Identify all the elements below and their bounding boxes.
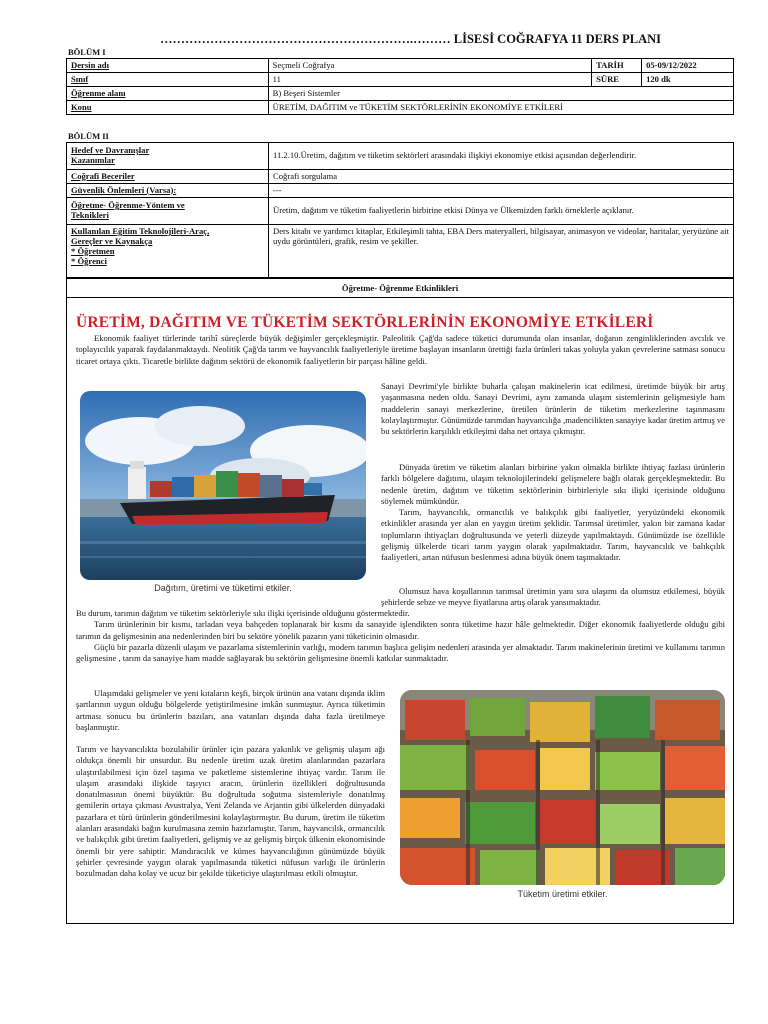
intro-paragraph: Ekonomik faaliyet türlerinde tarihî süreçlerde büyük değişimler gerçekleşmiştir. Paleolitik Çağ'da sadece tüketici durumunda olan insanlar, doğanın zenginliklerinden avcılık ve toplayıcılık yaparak faydalanmaktaydı. Neolitik Çağ'da tarım ve hayvancılık faaliyetleriyle üretime başlayan insanların ürettiği fazla ürünleri takas yoluyla yakın çevrelerine satması sonucu ticaret ortaya çıktı. Ticaretle birlikte dağıtım sektörü de ekonomik faaliyetlerin bir parçası hâline geldi.	[76, 333, 725, 366]
cargo-ship-illustration	[80, 391, 366, 580]
label-class: Sınıf	[67, 73, 269, 87]
vegetable-market-illustration	[400, 690, 725, 885]
value-class: 11	[268, 73, 591, 87]
value-learning-area: B) Beşeri Sistemler	[268, 87, 733, 101]
label-learning-area: Öğrenme alanı	[67, 87, 269, 101]
value-date: 05-09/12/2022	[642, 59, 734, 73]
label-course: Dersin adı	[67, 59, 269, 73]
cargo-ship-image	[80, 391, 366, 580]
weather-paragraph: Olumsuz hava koşullarının tarımsal üretimin yanı sıra ulaşımı da olumsuz etkilemesi, büyük şehirlerde sebze ve meyve fiyatlarına artış olarak yansımaktadır.	[381, 586, 725, 608]
lesson-detail-table	[66, 142, 734, 279]
value-methods: Üretim, dağıtım ve tüketim faaliyetlerin birbirine etkisi Dünya ve Ülkemizden farklı örneklerle açıklanır.	[269, 198, 734, 225]
label-objectives: Hedef ve Davranışlar Kazanımlar	[67, 143, 269, 170]
value-duration: 120 dk	[642, 73, 734, 87]
market-caption: Tüketim üretimi etkiler.	[517, 889, 608, 899]
value-safety: ---	[269, 184, 734, 198]
full-width-paragraphs: Bu durum, tarımın dağıtım ve tüketim sektörleriyle sıkı ilişki içerisinde olduğunu göstermektedir. Tarım ürünlerinin bir kısmı, tarladan veya bahçeden toplanarak bir kısmı da sanayide işlendikten sonra tüketime hazır hâle gelmektedir. Diğer ekonomik faaliyetlerde olduğu gibi tarımın da gelişmesinin ana nedenlerinden biri bu sektöre yönelik pazarın yani tüketicinin olmasıdır. Güçlü bir pazarla düzenli ulaşım ve pazarlama sistemlerinin varlığı, modern tarımın başlıca gelişim nedenleri arasında yer almaktadır. Tarım makinelerinin üretimi ve kullanımı tarımın gelişmesine , tarım da sanayiye ham madde sağlayarak bu sektörün gelişmesine önemli katkılar sunmaktadır.	[76, 608, 725, 664]
agriculture-paragraph: Tarım, hayvancılık, ormancılık ve balıkçılık gibi faaliyetler, yeryüzündeki ekonomik etkinlikler arasında yer alan en yaygın üretim şeklidir. Tarımsal üretimler, yakın bir zamana kadar toplumların ihtiyaçları doğrultusunda ve yeterli düzeyde yapılmaktaydı. Günümüzde ise özellikle gelişmiş ülkelerde ticari tarım yaygın olarak yapılmaktadır. Tarım, hayvancılık ve balıkçılık faaliyetleri, artan nüfusun beslenmesi adına büyük önem taşımaktadır.	[381, 507, 725, 563]
value-geo-skills: Coğrafi sorgulama	[269, 170, 734, 184]
article-heading: ÜRETİM, DAĞITIM VE TÜKETİM SEKTÖRLERİNİN EKONOMİYE ETKİLERİ	[76, 314, 654, 331]
section-2-label: BÖLÜM II	[68, 131, 109, 141]
activities-label: Öğretme- Öğrenme Etkinlikleri	[67, 278, 733, 298]
ship-caption: Dağıtım, üretimi ve tüketimi etkiler.	[154, 583, 292, 593]
label-methods: Öğretme- Öğrenme-Yöntem ve Teknikleri	[67, 198, 269, 225]
lesson-info-table	[66, 58, 734, 115]
value-objectives: 11.2.10.Üretim, dağıtım ve tüketim sektörleri arasındaki ilişkiyi ekonomiye etkisi açısından değerlendirir.	[269, 143, 734, 170]
transport-paragraph: Ulaşımdaki gelişmeler ve yeni kıtaların keşfi, birçok ürünün ana vatanı dışında iklim şartlarının uygun olduğu bölgelerde yetiştirilmesine imkân sunmuştur. Ayrıca tüketimin artması sonucu bu ürünlerin bazıları, ana vatanları dışında daha fazla üretilmeye başlanmıştır.	[76, 688, 385, 732]
label-duration: SÜRE	[592, 73, 642, 87]
section-1-label: BÖLÜM I	[68, 47, 106, 57]
distribution-paragraph: Dünyada üretim ve tüketim alanları birbirine yakın olmakla birlikte ihtiyaç fazlası ürünlerin farklı bölgelere dağıtımı, ulaşım teknolojilerindeki gelişmelere bağlı olarak gerçekleşmektedir. Bu nedenle üretim, dağıtım ve tüketim sektörlerinin birbirleriyle sıkı ilişki içerisinde olduğunu söylemek mümkündür.	[381, 462, 725, 506]
perishable-goods-paragraph: Tarım ve hayvancılıkta bozulabilir ürünler için pazara yakınlık ve gelişmiş ulaşım ağı oldukça önemli bir unsurdur. Bu nedenle üretim uzak üretim alanlarından pazarlara ulaştırılabilmesi için özel taşıma ve paketleme sistemlerine ihtiyaç vardır. Tarım ile ulaşım arasındaki ilişkide taşıyıcı aracın, ürünlerin özellikleri doğrultusunda donatılmasının önemi büyüktür. Bu doğrultuda soğutma sistemleriyle donatılmış gemilerin ortaya çıkması Avustralya, Yeni Zelanda ve Arjantin gibi ülkelerden dünyadaki pazarlara et türü ürünlerin gönderilmesini kolaylaştırmıştır. Bu durum, üretim ile tüketim alanları arasındaki bağın kurulmasına zemin hazırlamıştır. Tarım, hayvancılık, ormancılık ve balıkçılık gibi üretim faaliyetleri, gelişmiş ve az gelişmiş birçok ülkenin ekonomisinde önemli bir yere sahiptir. Mandıracılık ve kümes hayvancılığının günümüzde büyük şehirler çevresinde yaygın olarak yapılmasında tüketici nüfusun varlığı ile ürünlerin bozulmadan daha kolay ve ucuz bir şekilde tüketiciye ulaştırılması etkili olmuştur.	[76, 744, 385, 879]
industrial-revolution-paragraph: Sanayi Devrimi'yle birlikte buharla çalışan makinelerin icat edilmesi, üretimde büyük bir artış yaşanmasına neden oldu. Sanayi Devrimi, aynı zamanda ulaşım sistemlerinin gelişmesiyle ham maddelerin sanayi merkezlerine, üretilen ürünlerin de tüketim merkezlerine taşınmasını kolaylaştırmıştır. Günümüzde tarımdan hayvancılığa ,madencilikten sanayiye kadar üretim artmış ve bu sektörlerin karşılıklı etkileşimi daha net ortaya çıkmıştır.	[381, 381, 725, 437]
value-topic: ÜRETİM, DAĞITIM ve TÜKETİM SEKTÖRLERİNİN EKONOMİYE ETKİLERİ	[268, 101, 733, 115]
value-technologies: Ders kitabı ve yardımcı kitaplar, Etkileşimli tahta, EBA Ders materyalleri, bilgisayar, animasyon ve videolar, haritalar, yeryüzüne ait uydu görüntüleri, grafik, resim ve şekiller.	[269, 225, 734, 279]
label-date: TARİH	[592, 59, 642, 73]
value-course: Seçmeli Coğrafya	[268, 59, 591, 73]
label-safety: Güvenlik Önlemleri (Varsa):	[67, 184, 269, 198]
label-topic: Konu	[67, 101, 269, 115]
market-image	[400, 690, 725, 885]
label-geo-skills: Coğrafi Beceriler	[67, 170, 269, 184]
label-technologies: Kullanılan Eğitim Teknolojileri-Araç, Gereçler ve Kaynakça * Öğretmen * Öğrenci	[67, 225, 269, 279]
page-title: …………………………………………………….……… LİSESİ COĞRAFYA 11 DERS PLANI	[160, 32, 661, 46]
